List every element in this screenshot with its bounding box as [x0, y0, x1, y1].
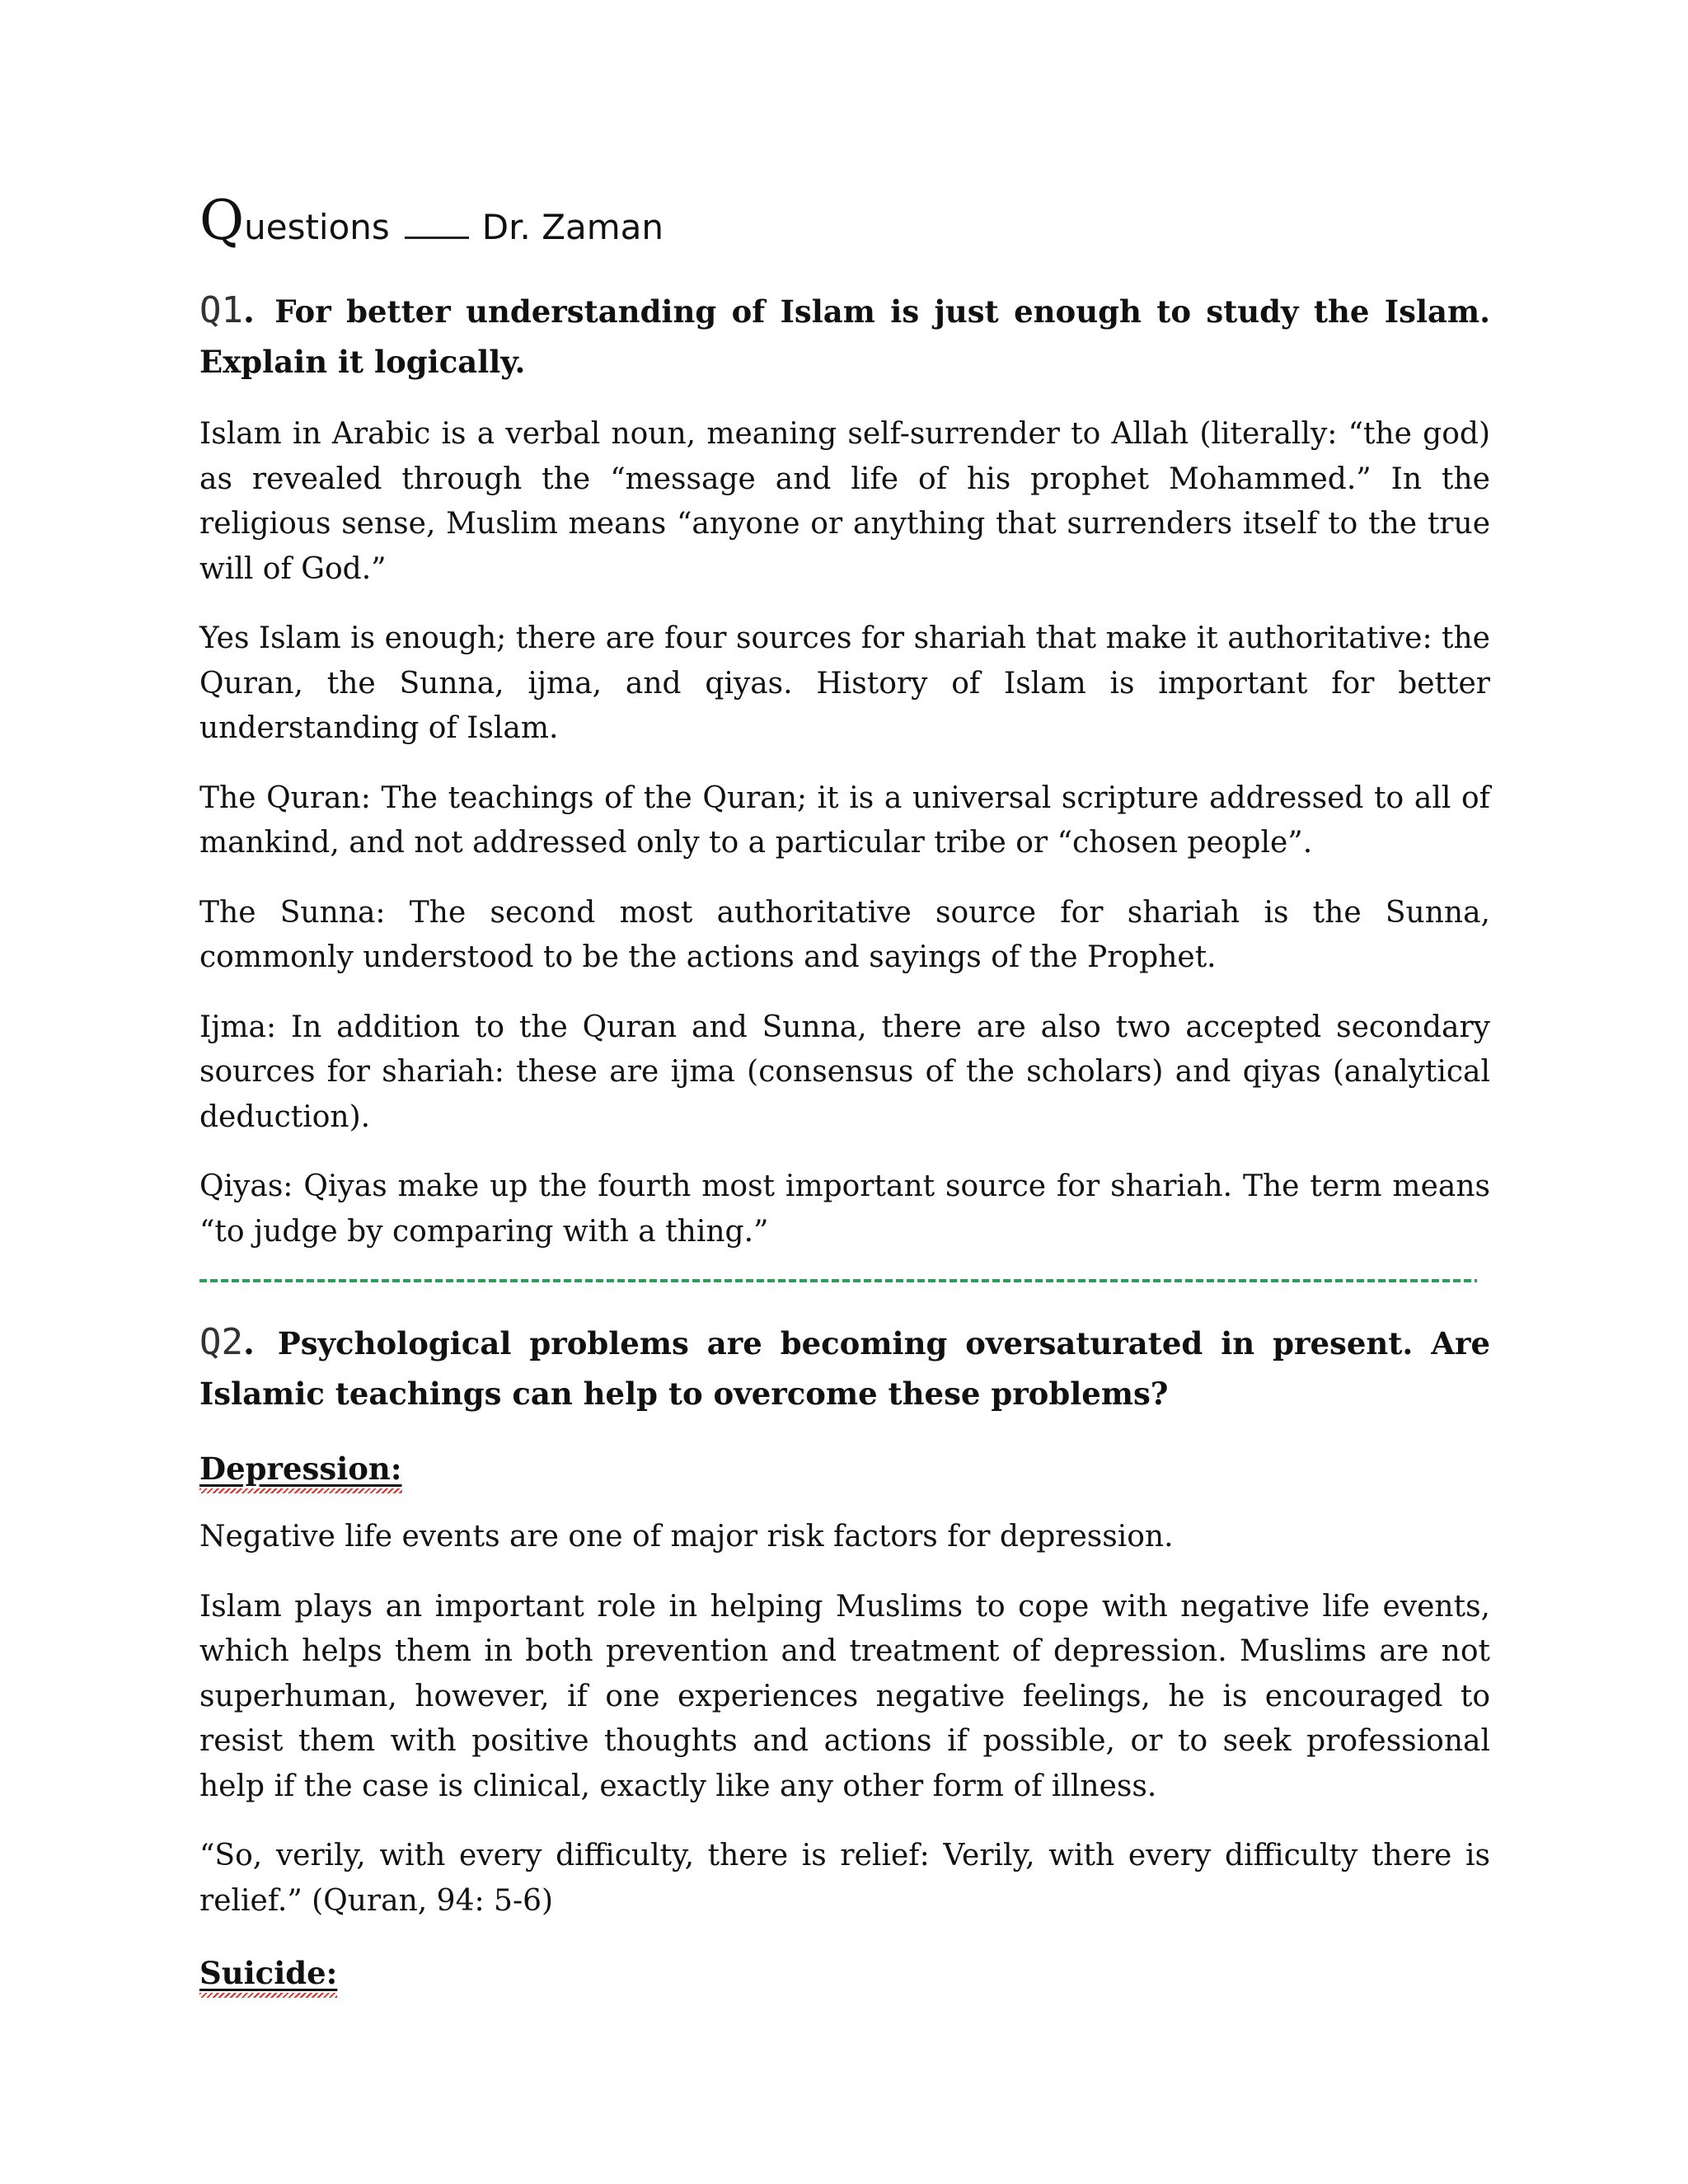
- depression-heading-text: Depression:: [199, 1451, 402, 1487]
- q1-paragraph-sunna: The Sunna: The second most authoritative source for shariah is the Sunna, commonly understood to be the actions and sayings of the Prophet.: [199, 895, 1490, 974]
- document-body: [199, 189, 1491, 2019]
- spellcheck-underline: [199, 1488, 402, 1493]
- question-1-text: For better understanding of Islam is just enough to study the Islam. Explain it logically.: [199, 293, 1491, 380]
- title-author: Dr. Zaman: [481, 207, 664, 247]
- q1-paragraph-qiyas: Qiyas: Qiyas make up the fourth most important source for shariah. The term means “to judge by comparing with a thing.”: [199, 1169, 1490, 1249]
- title-word: uestions: [244, 207, 390, 247]
- page-title: [199, 189, 1490, 254]
- depression-paragraph-intro: Negative life events are one of major risk factors for depression.: [199, 1520, 1174, 1554]
- question-1-number: Q1: [199, 289, 243, 331]
- question-1-dot: .: [242, 292, 255, 330]
- dashed-divider: [199, 1279, 1477, 1282]
- question-2-text: Psychological problems are becoming oversaturated in present. Are Islamic teachings can help to overcome these problems?: [199, 1325, 1490, 1412]
- depression-heading-wrap: [199, 1444, 1490, 1515]
- question-2-number: Q2: [199, 1321, 243, 1363]
- q1-paragraph-quran: The Quran: The teachings of the Quran; it is a universal scripture addressed to all of mankind, and not addressed only to a particular tribe or “chosen people”.: [199, 780, 1490, 860]
- spellcheck-underline: [199, 1993, 337, 1998]
- q1-paragraph-sources: Yes Islam is enough; there are four sources for shariah that make it authoritative: the Quran, the Sunna, ijma, and qiyas. History of Islam is important for better understanding of Islam.: [199, 621, 1490, 745]
- suicide-heading-wrap: [199, 1948, 1490, 2019]
- question-2-dot: .: [242, 1324, 255, 1362]
- q1-paragraph-definition: Islam in Arabic is a verbal noun, meaning self-surrender to Allah (literally: “the god) as revealed through the “message and life of his prophet Mohammed.” In the religious sense, Muslim means “anyone or anything that surrenders itself to the true will of God.”: [199, 417, 1490, 586]
- depression-heading: [199, 1444, 402, 1493]
- question-2: [199, 1317, 1490, 1419]
- question-1: [199, 285, 1490, 387]
- depression-paragraph-quote: “So, verily, with every difficulty, there is relief: Verily, with every difficulty there is relief.” (Quran, 94: 5-6): [199, 1839, 1490, 1918]
- suicide-heading: [199, 1948, 337, 1998]
- title-initial: Q: [199, 189, 245, 252]
- title-blank-line: [405, 237, 469, 239]
- suicide-heading-text: Suicide:: [199, 1955, 338, 1991]
- q1-paragraph-ijma: Ijma: In addition to the Quran and Sunna, there are also two accepted secondary sources for shariah: these are ijma (consensus of the scholars) and qiyas (analytical deduction).: [199, 1010, 1490, 1134]
- depression-paragraph-islam: Islam plays an important role in helping Muslims to cope with negative life events, which helps them in both prevention and treatment of depression. Muslims are not superhuman, however, if one experiences negative feelings, he is encouraged to resist them with positive thoughts and actions if possible, or to seek professional help if the case is clinical, exactly like any other form of illness.: [199, 1589, 1490, 1803]
